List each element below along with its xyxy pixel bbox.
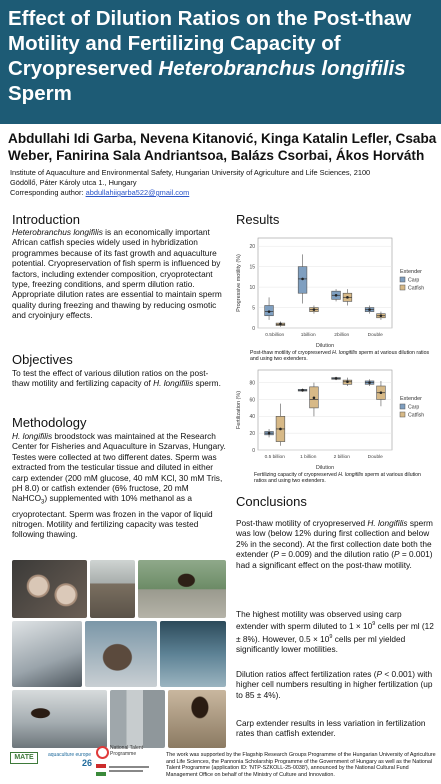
national-talent-logo <box>96 744 154 780</box>
x-tick-label: Double <box>367 333 383 338</box>
y-axis-label: Progressive motility (%) <box>236 254 242 312</box>
mean-point <box>301 278 304 281</box>
methodology-heading: Methodology <box>12 415 87 430</box>
funding-note: The work was supported by the Flagship Research Groups Programme of the Hungarian University of Agriculture and Life Sciences, the Pannonia Scholarship Programme of the Government of Hungary as well as the National Talent Programme (application ID: 'NTP-SZKOLL-25-0038'), announced by the National Cultural Fund Management Office on behalf of the Ministry of Culture and Innovation. <box>166 752 436 778</box>
mean-point <box>268 310 271 313</box>
objectives-heading: Objectives <box>12 352 73 367</box>
y-tick-label: 40 <box>249 414 255 421</box>
legend-label: Carp <box>408 277 420 284</box>
fertilization-chart-caption: Fertilizing capacity of cryopreserved H. longifilis sperm at various dilution ratios and using two extenders. <box>254 472 421 485</box>
mean-point <box>380 314 383 317</box>
x-axis-label: Dilution <box>315 343 335 349</box>
photo-researcher-outdoor <box>138 560 226 618</box>
mean-point <box>301 389 304 392</box>
photo-fish-sampling <box>85 621 157 687</box>
legend-swatch <box>400 277 405 282</box>
x-axis-label: Dilution <box>315 465 335 471</box>
methodology-text: H. longifilis broodstock was maintained at the Research Center for Fisheries and Aquaculture in Szarvas, Hungary. Testes were collected at two different dates. Sperm was extracted from the testicular tissue and diluted in either carp extender (200 mM glucose, 40 mM KCl, 30 mM Tris, pH 8.0) or catfish extender (6% fructose, 20 mM NaHCO$_3$) supplemented with 10% methanol as a cryoprotectant. Sperm was frozen in the vapor of liquid nitrogen. Motility and fertilizing capacity was tested following thawing. <box>12 431 226 540</box>
talent-logo-icon <box>96 746 109 759</box>
legend-title: Extender <box>400 269 423 275</box>
y-tick-label: 60 <box>249 397 255 404</box>
y-tick-label: 20 <box>249 430 255 437</box>
photo-microscope <box>12 621 82 687</box>
y-tick-label: 20 <box>249 243 255 250</box>
photo-petri-dishes <box>12 560 87 618</box>
x-tick-label: 2 billion <box>333 455 350 460</box>
mean-point <box>346 296 349 299</box>
legend-title: Extender <box>400 396 423 402</box>
intro-text: Heterobranchus longifilis is an economically important African catfish species widely used in hybridization programmes because of its fast growth and aquaculture potential. Cryopreservation of fish sperm is influenced by factors, including extender composition, cryoprotectant type, freezing conditions, and sperm dilution ratio. Appropriate dilution rates are essential to maintain sperm quality during freezing and thawing by reducing osmotic and cryoinjury effects. <box>12 227 222 321</box>
y-tick-label: 0 <box>252 325 255 332</box>
x-tick-label: Double <box>367 455 383 460</box>
x-tick-label: 2billion <box>334 333 350 338</box>
motility-chart-caption: Post-thaw motility of cryopreserved H. longifilis sperm at various dilution ratios and using two extenders. <box>250 350 430 363</box>
aquaculture-europe-year: 26 <box>81 758 92 768</box>
mean-point <box>268 432 271 435</box>
ministry-text-line <box>109 766 149 768</box>
aquaculture-europe-logo <box>48 752 92 774</box>
y-tick-label: 5 <box>252 305 255 312</box>
legend-swatch <box>400 412 405 417</box>
photo-cryo-tanks <box>110 690 165 748</box>
conclusion-paragraph-4: Carp extender results in less variation in fertilization rates than catfish extender. <box>236 718 426 739</box>
ministry-crest-icon <box>96 764 106 776</box>
aquaculture-europe-text: aquaculture europe <box>48 752 92 758</box>
mean-point <box>279 323 282 326</box>
conclusion-paragraph-3: Dilution ratios affect fertilization rates (P < 0.001) with higher cell numbers resulting in higher fertilization (up to 85 ± 4%). <box>236 669 433 700</box>
x-tick-label: 0.5 billion <box>264 455 285 460</box>
mean-point <box>368 381 371 384</box>
y-axis-label: Fertilization (%) <box>236 390 242 430</box>
x-tick-label: 1billion <box>300 333 316 338</box>
photo-lab-bench <box>90 560 135 618</box>
mean-point <box>346 380 349 383</box>
results-heading: Results <box>236 212 280 227</box>
legend-swatch <box>400 404 405 409</box>
email-link[interactable]: abdullahiigarba522@gmail.com <box>85 188 190 197</box>
photo-analysis-station <box>168 690 226 748</box>
fertilization-chart <box>232 364 437 472</box>
conclusion-paragraph-1: Post-thaw motility of cryopreserved H. longifilis sperm was low (below 12% during first collection and below 2% in the second). At the first collection date both the extender (P = 0.009) and the dilution ratio (P = 0.001) had a significant effect on the post-thaw motility. <box>236 518 433 570</box>
mean-point <box>335 377 338 380</box>
legend-label: Carp <box>408 404 420 411</box>
mean-point <box>279 428 282 431</box>
talent-logo-text: National Talent Programme <box>110 745 143 757</box>
mean-point <box>380 391 383 394</box>
y-tick-label: 80 <box>249 380 255 387</box>
mate-logo-text: MATE <box>10 752 38 764</box>
motility-chart <box>232 232 437 350</box>
poster-title: Effect of Dilution Ratios on the Post-thaw Motility and Fertilizing Capacity of Cryopreserved Heterobranchus longifilis Sperm <box>8 7 412 105</box>
conclusion-paragraph-2: The highest motility was observed using carp extender with sperm diluted to $1 \times 10^9$ cells per ml (12 ± 8%). However, $0.5 \times 10^9$ cells per ml yielded significantly lower motilities. <box>236 609 434 654</box>
conclusions-heading: Conclusions <box>236 494 307 509</box>
mean-point <box>368 308 371 311</box>
ministry-text-line <box>109 770 143 772</box>
affiliation-line2: Gödöllő, Páter Károly utca 1., Hungary <box>10 178 137 187</box>
y-tick-label: 15 <box>249 264 255 271</box>
intro-heading: Introduction <box>12 212 80 227</box>
affiliation-line1: Institute of Aquaculture and Environmental Safety, Hungarian University of Agriculture and Life Sciences, 2100 <box>10 168 371 177</box>
mate-logo <box>10 752 38 772</box>
x-tick-label: 0.5billion <box>265 333 285 338</box>
legend-swatch <box>400 285 405 290</box>
y-tick-label: 0 <box>252 447 255 454</box>
legend-label: Catfish <box>408 412 425 419</box>
photo-fish-tank <box>160 621 226 687</box>
legend-label: Catfish <box>408 285 425 292</box>
mean-point <box>335 294 338 297</box>
mean-point <box>313 396 316 399</box>
y-tick-label: 10 <box>249 284 255 291</box>
objectives-text: To test the effect of various dilution ratios on the post-thaw motility and fertilizing capacity of H. longifilis sperm. <box>12 368 221 389</box>
plot-frame <box>258 238 392 328</box>
corresponding-author: Corresponding author: abdullahiigarba522@gmail.com <box>10 188 190 197</box>
x-tick-label: 1 billion <box>300 455 317 460</box>
author-list: Abdullahi Idi Garba, Nevena Kitanović, Kinga Katalin Lefler, Csaba Weber, Fanirina Sala Andriantsoa, Balázs Csorbai, Ákos Horváth <box>8 131 437 163</box>
mean-point <box>313 308 316 311</box>
photo-lab-worker <box>12 690 107 748</box>
